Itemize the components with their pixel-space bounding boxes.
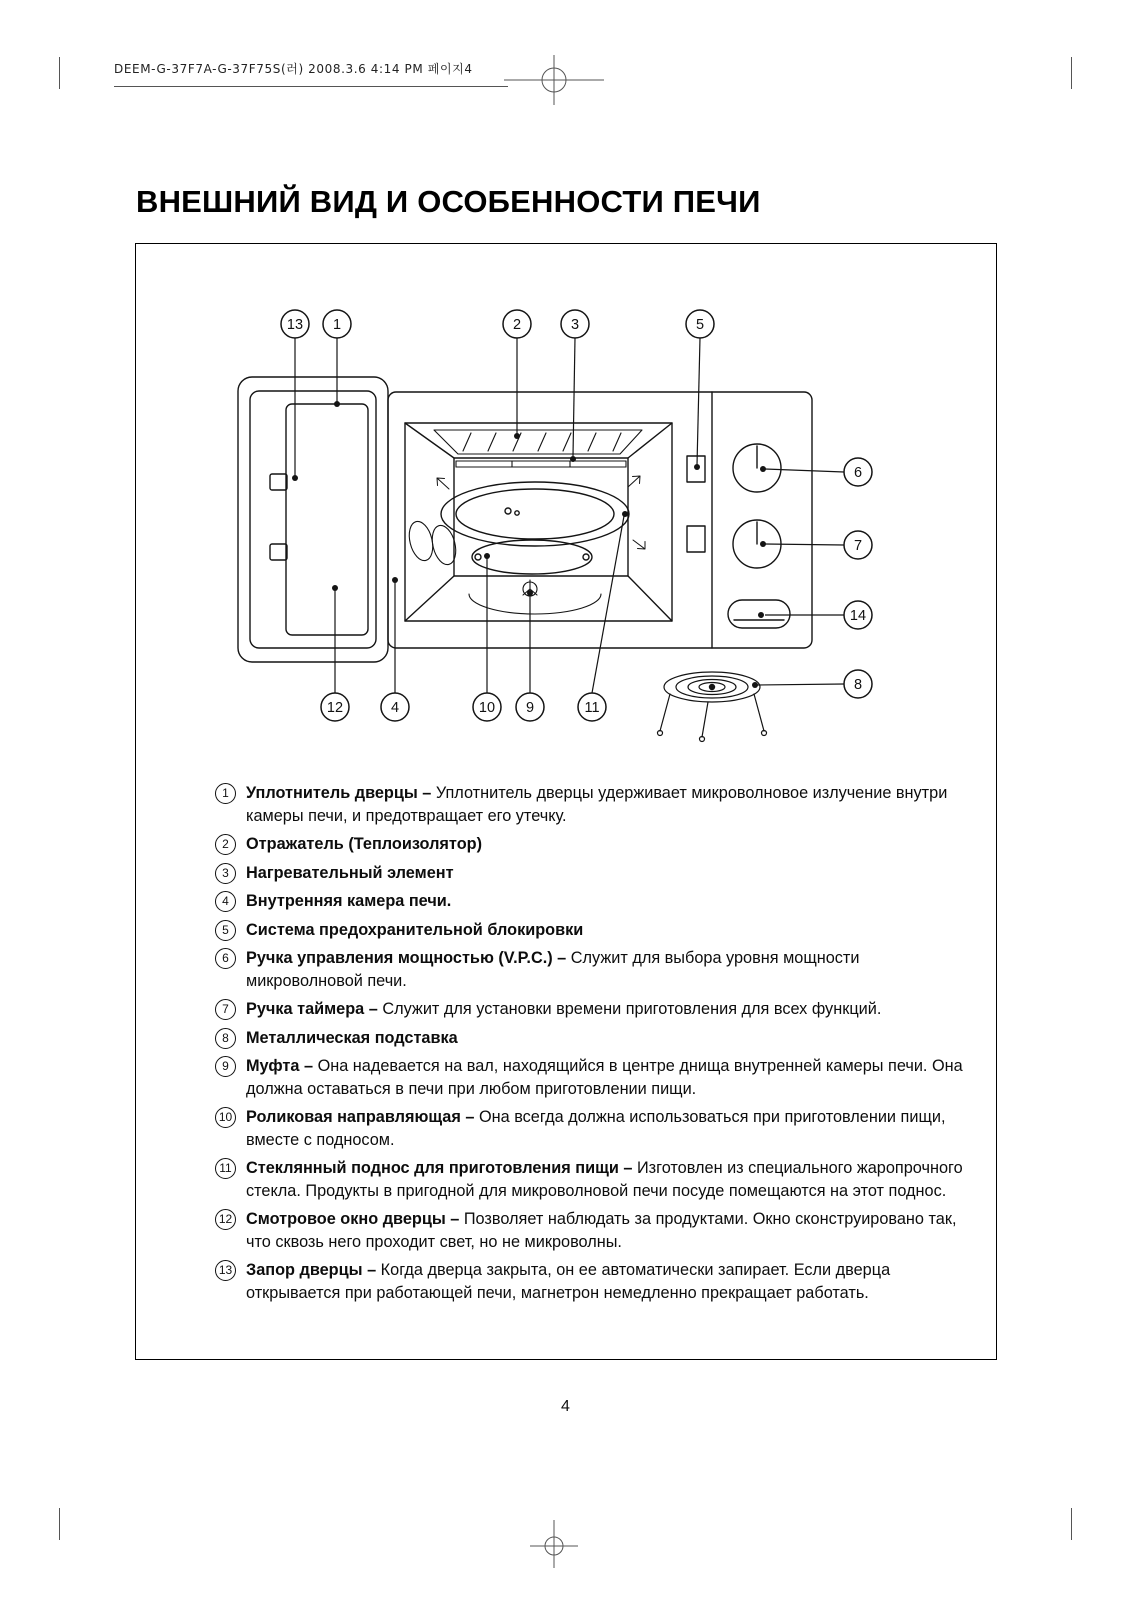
- legend-item: [215, 1259, 963, 1304]
- item-number-badge: 3: [215, 863, 236, 884]
- item-text: Ручка таймера – Служит для установки времени приготовления для всех функций.: [246, 1000, 882, 1018]
- legend-item: [215, 947, 963, 992]
- legend-item: [215, 1157, 963, 1202]
- callouts: [281, 310, 872, 721]
- svg-text:14: 14: [849, 608, 867, 624]
- svg-text:3: 3: [570, 317, 580, 333]
- callout-7: [844, 531, 872, 559]
- legend-item: [215, 782, 963, 827]
- svg-text:12: 12: [326, 700, 344, 716]
- callout-6: [844, 458, 872, 486]
- svg-text:4: 4: [390, 700, 400, 716]
- svg-text:10: 10: [478, 700, 496, 716]
- svg-text:2: 2: [512, 317, 522, 333]
- callout-3: [561, 310, 589, 338]
- item-text: Система предохранительной блокировки: [246, 920, 584, 939]
- svg-text:5: 5: [695, 317, 705, 333]
- item-text: Роликовая направляющая – Она всегда должна использоваться при приготовлении пищи, вместе с подносом.: [246, 1108, 946, 1149]
- item-text: Стеклянный поднос для приготовления пищи – Изготовлен из специального жаропрочного стекла. Продукты в пригодной для микроволновой печи посуде помещаются на этот поднос.: [246, 1159, 963, 1200]
- callout-11: [578, 693, 606, 721]
- callout-2: [503, 310, 531, 338]
- heating-element: [456, 461, 626, 467]
- crop-mark-top-right: [1071, 57, 1072, 89]
- page-title: ВНЕШНИЙ ВИД И ОСОБЕННОСТИ ПЕЧИ: [136, 184, 761, 219]
- legend-item: [215, 862, 963, 885]
- door-latch-hook: [270, 474, 287, 490]
- leader-dots: [292, 401, 766, 688]
- legend-item: [215, 890, 963, 913]
- svg-text:8: 8: [853, 677, 863, 693]
- print-header: DEEM-G-37F7A-G-37F75S(러) 2008.3.6 4:14 PM 페이지4: [114, 60, 508, 87]
- callout-9: [516, 693, 544, 721]
- item-text: Ручка управления мощностью (V.P.C.) – Служит для выбора уровня мощности микроволновой печи.: [246, 949, 860, 990]
- svg-text:9: 9: [525, 700, 535, 716]
- crop-mark-bottom-right: [1071, 1508, 1072, 1540]
- power-knob: [733, 444, 781, 492]
- callout-5: [686, 310, 714, 338]
- callout-1: [323, 310, 351, 338]
- item-text: Отражатель (Теплоизолятор): [246, 835, 483, 853]
- callout-14: [844, 601, 872, 629]
- legend-item: [215, 919, 963, 942]
- svg-text:6: 6: [853, 465, 863, 481]
- item-text: Муфта – Она надевается на вал, находящийся в центре днища внутренней камеры печи. Она должна оставаться в печи при любом приготовлении пищи.: [246, 1057, 963, 1098]
- item-number-badge: 4: [215, 891, 236, 912]
- item-number-badge: 10: [215, 1107, 236, 1128]
- oven-cavity: [405, 423, 672, 621]
- coupler: [469, 580, 601, 614]
- parts-legend: [215, 782, 963, 1310]
- registration-mark-bottom: [514, 1516, 594, 1576]
- reflector: [434, 430, 642, 454]
- item-number-badge: 2: [215, 834, 236, 855]
- callout-4: [381, 693, 409, 721]
- oven-door: [238, 377, 388, 662]
- interlock-slots: [687, 456, 705, 552]
- control-panel: [728, 444, 790, 628]
- legend-item: [215, 833, 963, 856]
- item-text: Металлическая подставка: [246, 1028, 458, 1047]
- item-text: Нагревательный элемент: [246, 863, 454, 882]
- callout-8: [844, 670, 872, 698]
- leader-lines: [295, 338, 844, 693]
- legend-item: [215, 998, 963, 1021]
- item-text: Запор дверцы – Когда дверца закрыта, он ее автоматически запирает. Если дверца открывается при работающей печи, магнетрон немедленно прекращает работать.: [246, 1261, 891, 1302]
- content-box: [135, 243, 997, 1360]
- item-text: Внутренняя камера печи.: [246, 892, 452, 910]
- item-number-badge: 8: [215, 1028, 236, 1049]
- item-number-badge: 13: [215, 1260, 236, 1281]
- svg-text:11: 11: [584, 700, 600, 716]
- svg-text:1: 1: [332, 317, 342, 333]
- callout-13: [281, 310, 309, 338]
- item-number-badge: 9: [215, 1056, 236, 1077]
- registration-mark-top: [494, 45, 614, 115]
- crop-mark-bottom-left: [59, 1508, 60, 1540]
- door-window: [286, 404, 368, 635]
- oven-diagram: [136, 244, 997, 768]
- legend-item: [215, 1208, 963, 1253]
- legend-item: [215, 1106, 963, 1151]
- callout-10: [473, 693, 501, 721]
- item-number-badge: 11: [215, 1158, 236, 1179]
- metal-rack: [658, 672, 767, 742]
- roller-guide: [472, 540, 592, 574]
- legend-item: [215, 1027, 963, 1050]
- svg-text:7: 7: [853, 538, 863, 554]
- item-number-badge: 12: [215, 1209, 236, 1230]
- callout-12: [321, 693, 349, 721]
- glass-tray: [441, 482, 629, 546]
- page-number: 4: [561, 1398, 570, 1415]
- item-number-badge: 5: [215, 920, 236, 941]
- door-latch-hook: [270, 544, 287, 560]
- item-text: Уплотнитель дверцы – Уплотнитель дверцы удерживает микроволновое излучение внутри камеры печи, и предотвращает его утечку.: [246, 784, 948, 825]
- crop-mark-top-left: [59, 57, 60, 89]
- cavity-side-vents: [405, 519, 459, 567]
- item-number-badge: 7: [215, 999, 236, 1020]
- item-number-badge: 1: [215, 783, 236, 804]
- item-text: Смотровое окно дверцы – Позволяет наблюдать за продуктами. Окно сконструировано так, что сквозь него проходит свет, но не микроволны.: [246, 1210, 957, 1251]
- item-number-badge: 6: [215, 948, 236, 969]
- legend-item: [215, 1055, 963, 1100]
- svg-text:13: 13: [286, 317, 304, 333]
